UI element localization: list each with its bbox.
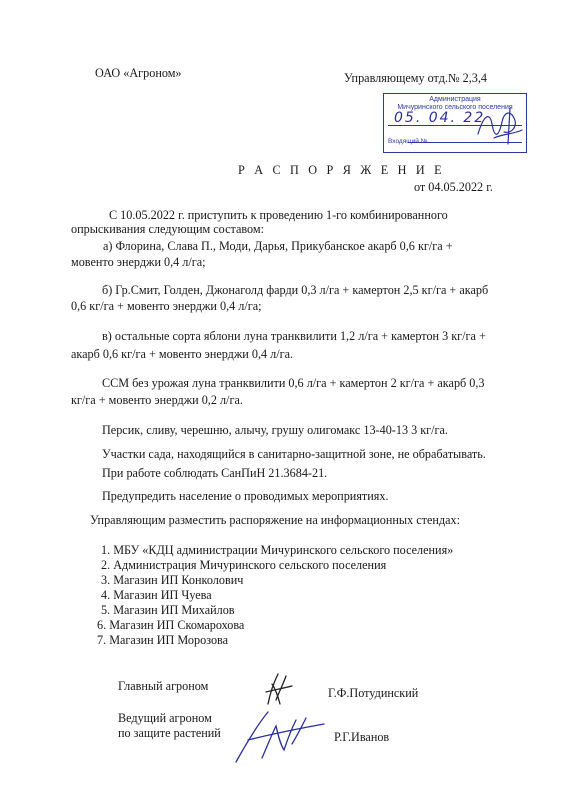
list-item: 6. Магазин ИП Скомарохова (97, 618, 245, 632)
stamp-header-line1: Администрация (429, 96, 481, 103)
list-item: 2. Администрация Мичуринского сельского поселения (101, 558, 387, 572)
chief-signature-icon (262, 670, 296, 708)
body-a-line2: мовенто энерджи 0,4 л/га; (71, 255, 206, 269)
chief-agronomist-title: Главный агроном (118, 679, 209, 693)
document-title: Р А С П О Р Я Ж Е Н И Е (238, 163, 445, 177)
list-item: 7. Магазин ИП Морозова (97, 633, 229, 647)
incoming-stamp (383, 93, 527, 153)
body-warn: Предупредить население о проводимых мероприятиях. (102, 489, 389, 503)
body-ssm-line2: кг/га + мовенто энерджи 0,2 л/га. (71, 393, 243, 407)
list-item: 1. МБУ «КДЦ администрации Мичуринского сельского поселения» (101, 543, 454, 557)
list-item: 3. Магазин ИП Конколович (101, 573, 244, 587)
list-item: 5. Магазин ИП Михайлов (101, 603, 235, 617)
document-date: от 04.05.2022 г. (414, 180, 493, 194)
lead-agronomist-title-line2: по защите растений (118, 726, 221, 740)
body-p1-line1: С 10.05.2022 г. приступить к проведению 1-го комбинированного (109, 208, 448, 222)
lead-agronomist-name: Р.Г.Иванов (334, 730, 390, 744)
body-p1-line2: опрыскивания следующим составом: (71, 222, 264, 236)
body-peach: Персик, сливу, черешню, алычу, грушу олигомакс 13-40-13 3 кг/га. (102, 423, 448, 437)
stamp-header-line2: Мичуринского сельского поселения (397, 104, 513, 111)
stamp-signature-icon (474, 104, 526, 148)
stamp-incoming-label: Входящий № (388, 138, 428, 145)
body-ssm-line1: ССМ без урожая луна транквилити 0,6 л/га + камертон 2 кг/га + акарб 0,3 (102, 376, 485, 390)
stamp-date: 05. 04. 22 (394, 110, 486, 126)
body-zone: Участки сада, находящийся в санитарно-защитной зоне, не обрабатывать. (102, 447, 486, 461)
list-item: 4. Магазин ИП Чуева (101, 588, 212, 602)
chief-agronomist-name: Г.Ф.Потудинский (328, 686, 419, 700)
lead-agronomist-title-line1: Ведущий агроном (118, 711, 212, 725)
body-c-line2: акарб 0,6 кг/га + мовенто энерджи 0,4 л/га. (71, 347, 294, 361)
body-b-line2: 0,6 кг/га + мовенто энерджи 0,4 л/га; (71, 299, 262, 313)
organization-name: ОАО «Агроном» (95, 66, 182, 80)
body-a-line1: а) Флорина, Слава П., Моди, Дарья, Прикубанское акарб 0,6 кг/га + (103, 239, 453, 253)
body-b-line1: б) Гр.Смит, Голден, Джонаголд фарди 0,3 л/га + камертон 2,5 кг/га + акарб (102, 283, 489, 297)
body-sanpin: При работе соблюдать СанПиН 21.3684-21. (102, 466, 328, 480)
recipient-line: Управляющему отд.№ 2,3,4 (344, 71, 488, 85)
lead-signature-icon (232, 704, 328, 766)
body-c-line1: в) остальные сорта яблони луна транквилити 1,2 л/га + камертон 3 кг/га + (102, 329, 486, 343)
body-managers: Управляющим разместить распоряжение на информационных стендах: (90, 513, 461, 527)
